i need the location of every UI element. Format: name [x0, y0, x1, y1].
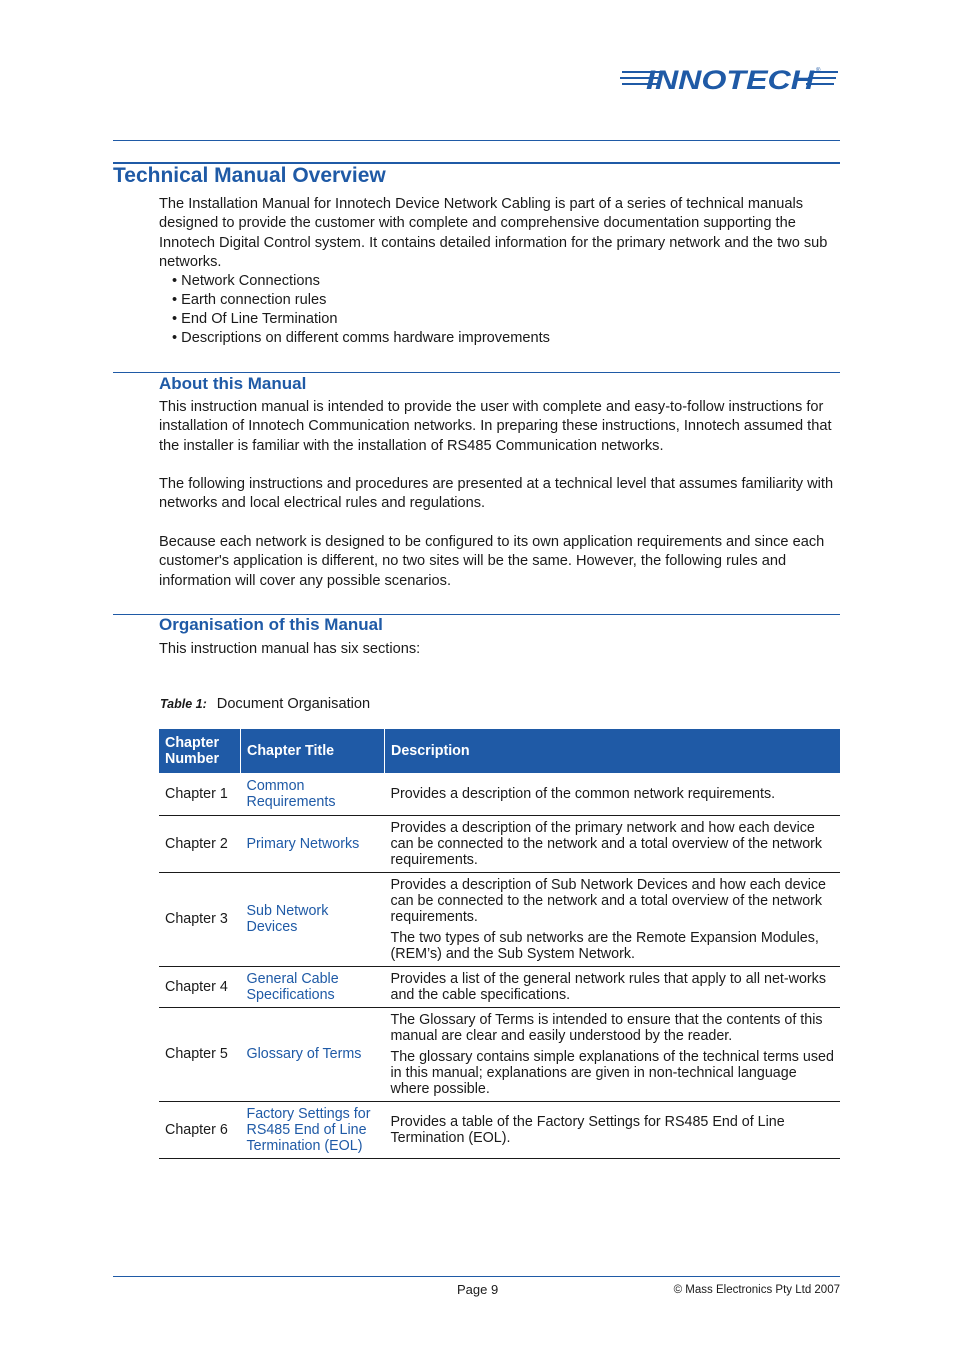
- chapter-description: Provides a table of the Factory Settings for RS485 End of Line Termination (EOL).: [385, 1101, 841, 1158]
- page-title: Technical Manual Overview: [113, 164, 386, 187]
- document-organisation-table: [159, 729, 840, 1159]
- intro-paragraph: The Installation Manual for Innotech Device Network Cabling is part of a series of technical manuals designed to provide the customer with complete and comprehensive documentation supporting the Innotech Digital Control system. It contains detailed information for the primary network and the two sub networks.: [159, 196, 828, 270]
- chapter-number: Chapter 1: [159, 773, 241, 815]
- about-rule: [113, 372, 840, 373]
- chapter-number: Chapter 5: [159, 1007, 241, 1101]
- chapter-title-link[interactable]: Common Requirements: [241, 773, 385, 815]
- column-header: Chapter Title: [241, 729, 385, 773]
- chapter-description: Provides a list of the general network rules that apply to all net-works and the cable specifications.: [385, 966, 841, 1007]
- chapter-number: Chapter 4: [159, 966, 241, 1007]
- svg-text:®: ®: [816, 68, 821, 74]
- chapter-number: Chapter 2: [159, 815, 241, 872]
- about-paragraph-3: Because each network is designed to be configured to its own application requirements and since each customer's application is different, no two sites will be the same. However, the following rules and information will cover any possible scenarios.: [159, 534, 825, 589]
- chapter-description: Provides a description of the primary network and how each device can be connected to the network and a total overview of the network requirements.: [385, 815, 841, 872]
- table-row: [159, 1101, 840, 1158]
- table-caption: [160, 696, 370, 712]
- chapter-description: The Glossary of Terms is intended to ensure that the contents of this manual are clear and easily understood by the reader. The glossary contains simple explanations of the technical terms used in this manual; explanations are given in non-technical language where possible.: [385, 1007, 841, 1101]
- bullet-list: [172, 272, 550, 348]
- list-item: • Earth connection rules: [172, 291, 550, 310]
- column-header: Description: [385, 729, 841, 773]
- table-row: [159, 872, 840, 966]
- table-row: [159, 773, 840, 815]
- chapter-title-link[interactable]: Sub Network Devices: [241, 872, 385, 966]
- table-row: [159, 815, 840, 872]
- table-caption-label: Table 1:: [160, 697, 207, 711]
- column-header: Chapter Number: [159, 729, 241, 773]
- innotech-logo: [620, 62, 840, 96]
- chapter-description: Provides a description of Sub Network Devices and how each device can be connected to the network and a total overview of the network requirements. The two types of sub networks are the Remote Expansion Modules, (REM’s) and the Sub System Network.: [385, 872, 841, 966]
- page-number: Page 9: [457, 1282, 499, 1297]
- list-item: • End Of Line Termination: [172, 310, 550, 329]
- list-item: • Descriptions on different comms hardware improvements: [172, 329, 550, 348]
- chapter-title-link[interactable]: Factory Settings for RS485 End of Line Termination (EOL): [241, 1101, 385, 1158]
- table-caption-text: Document Organisation: [216, 696, 371, 712]
- about-paragraph-2: The following instructions and procedures are presented at a technical level that assumes familiarity with networks and local electrical rules and regulations.: [159, 476, 834, 512]
- chapter-title-link[interactable]: Glossary of Terms: [241, 1007, 385, 1101]
- copyright: © Mass Electronics Pty Ltd 2007: [673, 1284, 840, 1296]
- logo-text: INNOTECH: [646, 65, 815, 95]
- about-heading: About this Manual: [159, 374, 307, 393]
- organisation-text: This instruction manual has six sections:: [159, 641, 421, 657]
- about-paragraph-1: This instruction manual is intended to provide the user with complete and easy-to-follow instructions for installation of Innotech Communication networks. In preparing these instructions, Innotech assumed that the installer is familiar with the installation of RS485 Communication networks.: [159, 399, 832, 454]
- table-header-row: [159, 729, 840, 773]
- header-rule: [113, 140, 840, 141]
- chapter-title-link[interactable]: Primary Networks: [241, 815, 385, 872]
- chapter-description: Provides a description of the common network requirements.: [385, 773, 841, 815]
- list-item: • Network Connections: [172, 272, 550, 291]
- organisation-heading: Organisation of this Manual: [159, 615, 383, 634]
- table-row: [159, 1007, 840, 1101]
- table-row: [159, 966, 840, 1007]
- chapter-number: Chapter 6: [159, 1101, 241, 1158]
- chapter-number: Chapter 3: [159, 872, 241, 966]
- footer-rule: [113, 1276, 840, 1277]
- chapter-title-link[interactable]: General Cable Specifications: [241, 966, 385, 1007]
